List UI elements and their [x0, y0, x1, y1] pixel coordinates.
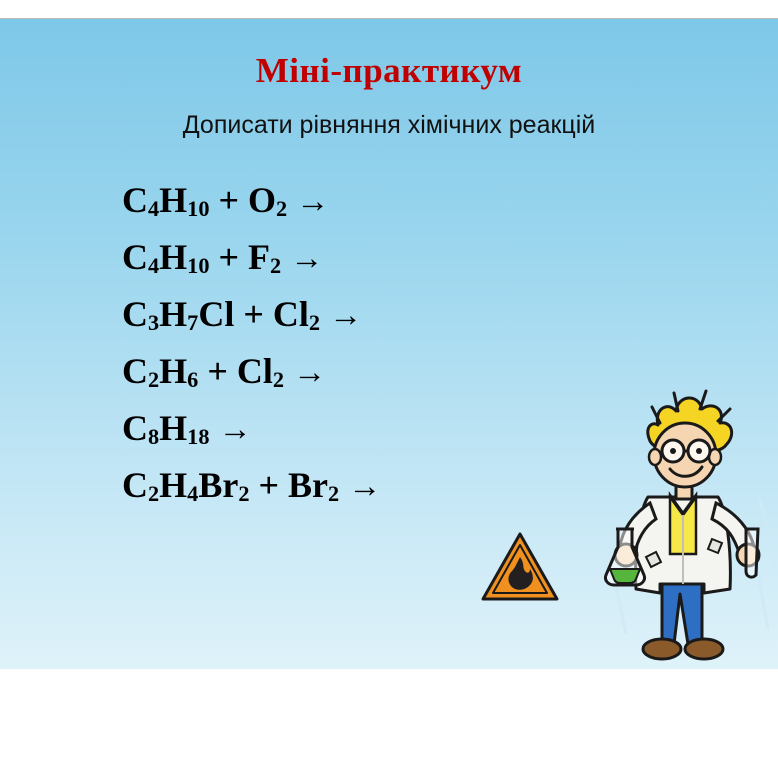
- equation-row: $C_4H_{10} + F_2$ →: [122, 237, 324, 279]
- arrow-icon: →: [296, 183, 330, 220]
- arrow-icon: →: [293, 354, 327, 391]
- page-title: Міні-практикум: [255, 51, 523, 90]
- arrow-icon: →: [348, 468, 382, 505]
- equation-row: $C_2H_4Br_2 + Br_2$ →: [122, 465, 382, 507]
- top-margin: [0, 0, 778, 18]
- arrow-icon: →: [329, 297, 363, 334]
- equation-row: $C_4H_{10} + O_2$ →: [122, 180, 330, 222]
- flammable-hazard-sign-icon: [481, 531, 559, 603]
- cartoon-scientist-image: [600, 379, 778, 670]
- arrow-icon: →: [218, 411, 252, 448]
- equations-list: [122, 174, 381, 516]
- equation-row: $C_2H_6 + Cl_2$ →: [122, 351, 327, 393]
- slide-subtitle: Дописати рівняння хімічних реакцій: [182, 111, 596, 139]
- arrow-icon: →: [290, 240, 324, 277]
- bottom-margin: [0, 669, 778, 776]
- slide: [0, 18, 778, 670]
- equation-row: $C_8H_{18}$ →: [122, 408, 252, 450]
- equation-row: $C_3H_7Cl + Cl_2$ →: [122, 294, 363, 336]
